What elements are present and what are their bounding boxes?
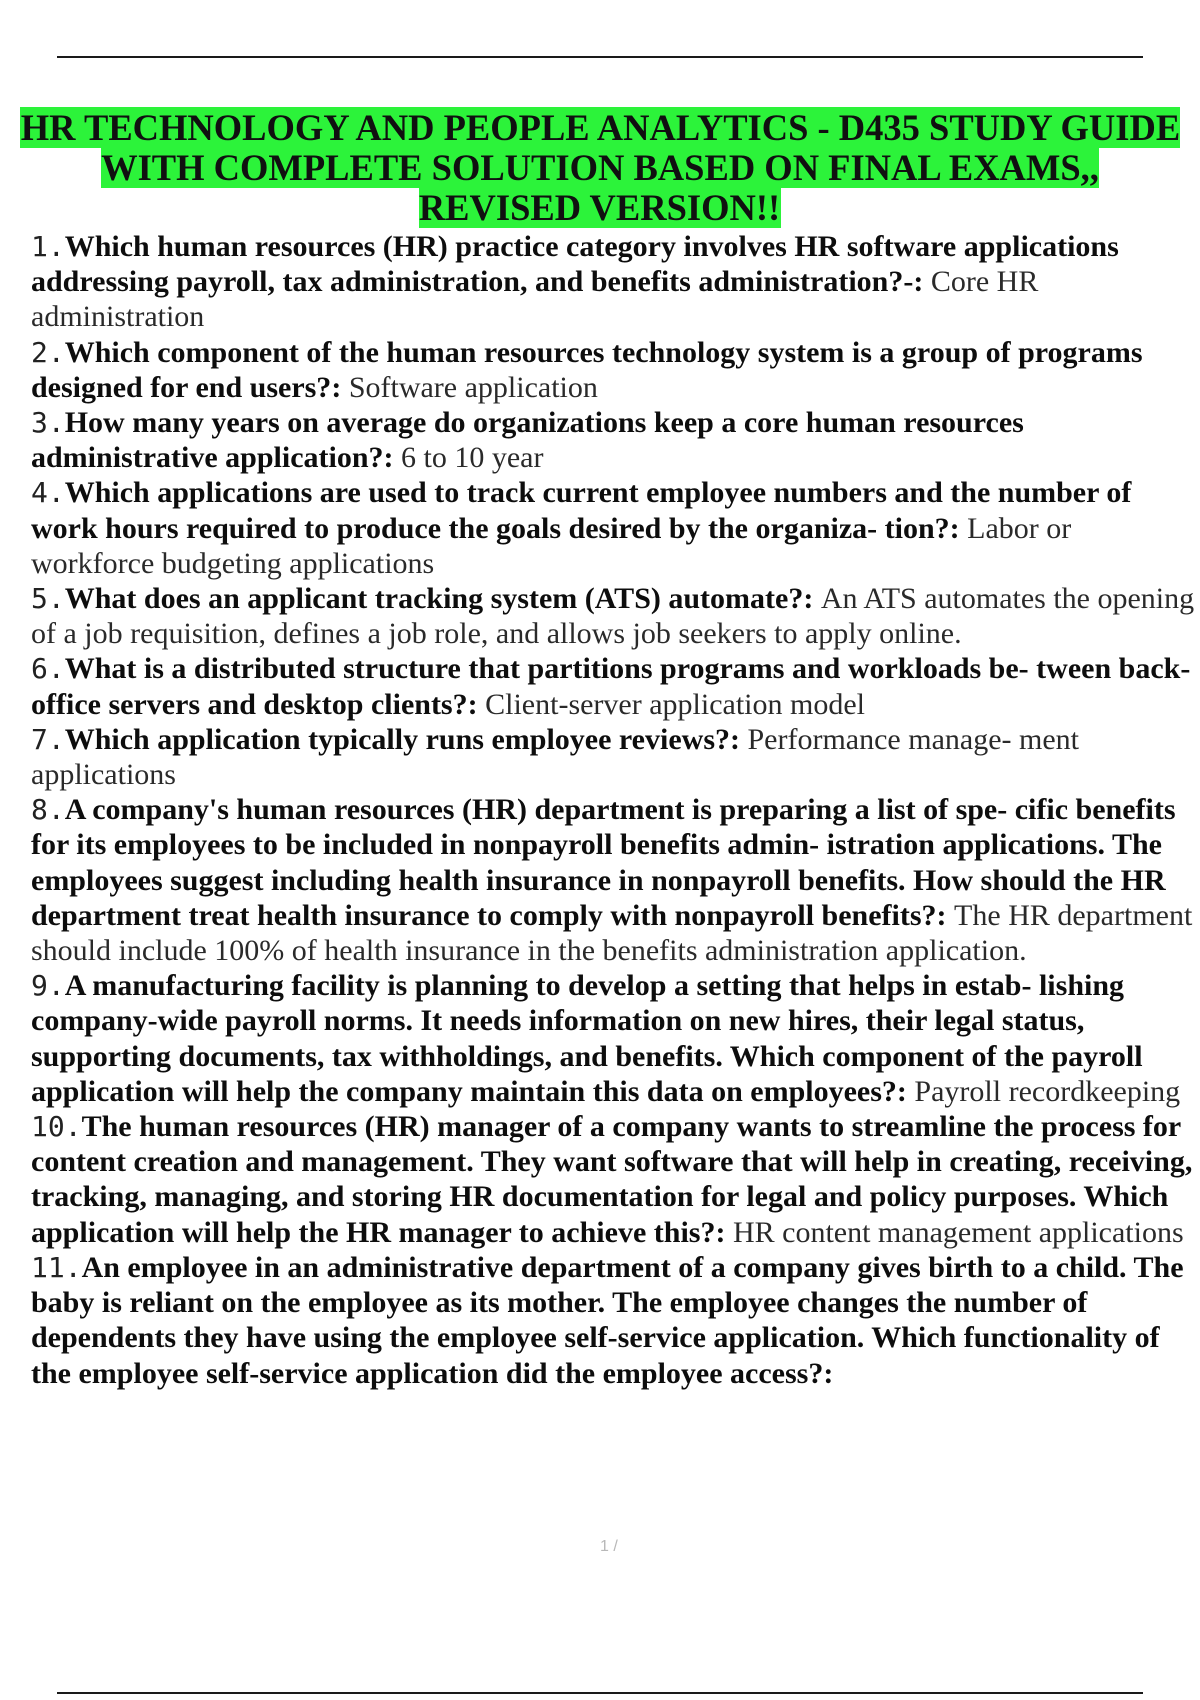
answer-text: Performance manage- ment applications	[31, 722, 1080, 792]
answer-text: Software application	[348, 370, 598, 404]
answer-separator: :	[823, 1356, 834, 1390]
question-number: 1.	[31, 230, 65, 263]
question-number: 6.	[31, 652, 65, 686]
question-number: 8.	[31, 793, 65, 827]
answer-separator: :	[467, 687, 486, 721]
qa-item-10	[31, 1109, 1200, 1250]
qa-item-7	[31, 722, 1200, 792]
question-number: 9.	[31, 969, 65, 1003]
qa-item-11	[31, 1250, 1200, 1391]
answer-text: The HR department should include 100% of health insurance in the benefits administration application.	[31, 898, 1193, 968]
answer-text: An ATS automates the opening of a job requisition, defines a job role, and allows job seekers to apply online.	[31, 582, 1195, 651]
answer-separator: :	[896, 1074, 915, 1108]
document-title	[18, 108, 1182, 228]
question-text: A company's human resources (HR) department is preparing a list of spe- cific benefits for its employees to be included in nonpayroll benefits admin- istration applications. The employees suggest including health insurance in nonpayroll benefits. How should the HR department treat health insurance to comply with nonpayroll benefits?	[31, 793, 1176, 932]
qa-item-5	[31, 581, 1200, 651]
answer-separator: :	[949, 511, 968, 545]
bottom-rule	[57, 1692, 1143, 1694]
question-number: 4.	[31, 476, 65, 510]
question-text: Which application typically runs employee reviews?	[64, 722, 730, 756]
top-rule	[57, 56, 1143, 58]
answer-text: Labor or workforce budgeting applications	[31, 511, 1072, 580]
question-text: Which applications are used to track current employee numbers and the number of work hours required to produce the goals desired by the organiza- tion?	[31, 476, 1132, 545]
question-text: Which human resources (HR) practice category involves HR software applications addressing payroll, tax administration, and benefits administration?-	[31, 230, 1119, 299]
qa-item-4	[31, 475, 1200, 581]
answer-separator: :	[331, 370, 349, 404]
qa-item-9	[31, 968, 1200, 1109]
page-number: 1 /	[600, 1538, 618, 1555]
answer-text: Client-server application model	[485, 687, 866, 721]
question-text: Which component of the human resources technology system is a group of programs designed for end users?	[31, 335, 1143, 404]
question-number: 5.	[31, 582, 65, 616]
question-number: 11.	[31, 1250, 82, 1284]
answer-text: Core HR administration	[31, 265, 1039, 334]
answer-separator: :	[715, 1215, 733, 1249]
question-list	[31, 229, 1200, 1391]
question-text: The human resources (HR) manager of a company wants to streamline the process for content creation and management. They want software that will help in creating, receiving, tracking, managing, and storing HR documentation for legal and policy purposes. Which application will help the HR manager to achieve this?	[31, 1110, 1193, 1249]
qa-item-1	[31, 229, 1200, 335]
question-number: 7.	[31, 722, 65, 756]
answer-text: Payroll recordkeeping	[914, 1074, 1181, 1108]
answer-separator: :	[803, 582, 821, 616]
answer-separator: :	[383, 441, 402, 475]
answer-text: 6 to 10 year	[401, 441, 544, 475]
qa-item-2	[31, 335, 1200, 405]
question-number: 10.	[31, 1110, 82, 1144]
question-text: What is a distributed structure that partitions programs and workloads be- tween back-office servers and desktop clients?	[31, 652, 1191, 721]
answer-separator: :	[936, 898, 955, 932]
title-highlight: HR TECHNOLOGY AND PEOPLE ANALYTICS - D435 STUDY GUIDE WITH COMPLETE SOLUTION BASED ON FINAL EXAMS,, REVISED VERSION!!	[20, 107, 1181, 228]
question-text: A manufacturing facility is planning to develop a setting that helps in estab- lishing company-wide payroll norms. It needs information on new hires, their legal status, supporting documents, tax withholdings, and benefits. Which component of the payroll application will help the company maintain this data on employees?	[31, 969, 1143, 1108]
question-text: What does an applicant tracking system (ATS) automate?	[64, 582, 804, 616]
question-text: How many years on average do organizations keep a core human resources administrative application?	[31, 406, 1024, 475]
answer-text: HR content management applications	[732, 1215, 1184, 1249]
question-number: 2.	[31, 335, 65, 369]
qa-item-8	[31, 792, 1200, 968]
qa-item-3	[31, 405, 1200, 475]
question-number: 3.	[31, 406, 65, 440]
question-text: An employee in an administrative department of a company gives birth to a child. The baby is reliant on the employee as its mother. The employee changes the number of dependents they have using the employee self-service application. Which functionality of the employee self-service application did the employee access?	[31, 1250, 1184, 1390]
answer-separator: :	[730, 722, 748, 756]
answer-separator: :	[913, 265, 931, 299]
qa-item-6	[31, 651, 1200, 721]
